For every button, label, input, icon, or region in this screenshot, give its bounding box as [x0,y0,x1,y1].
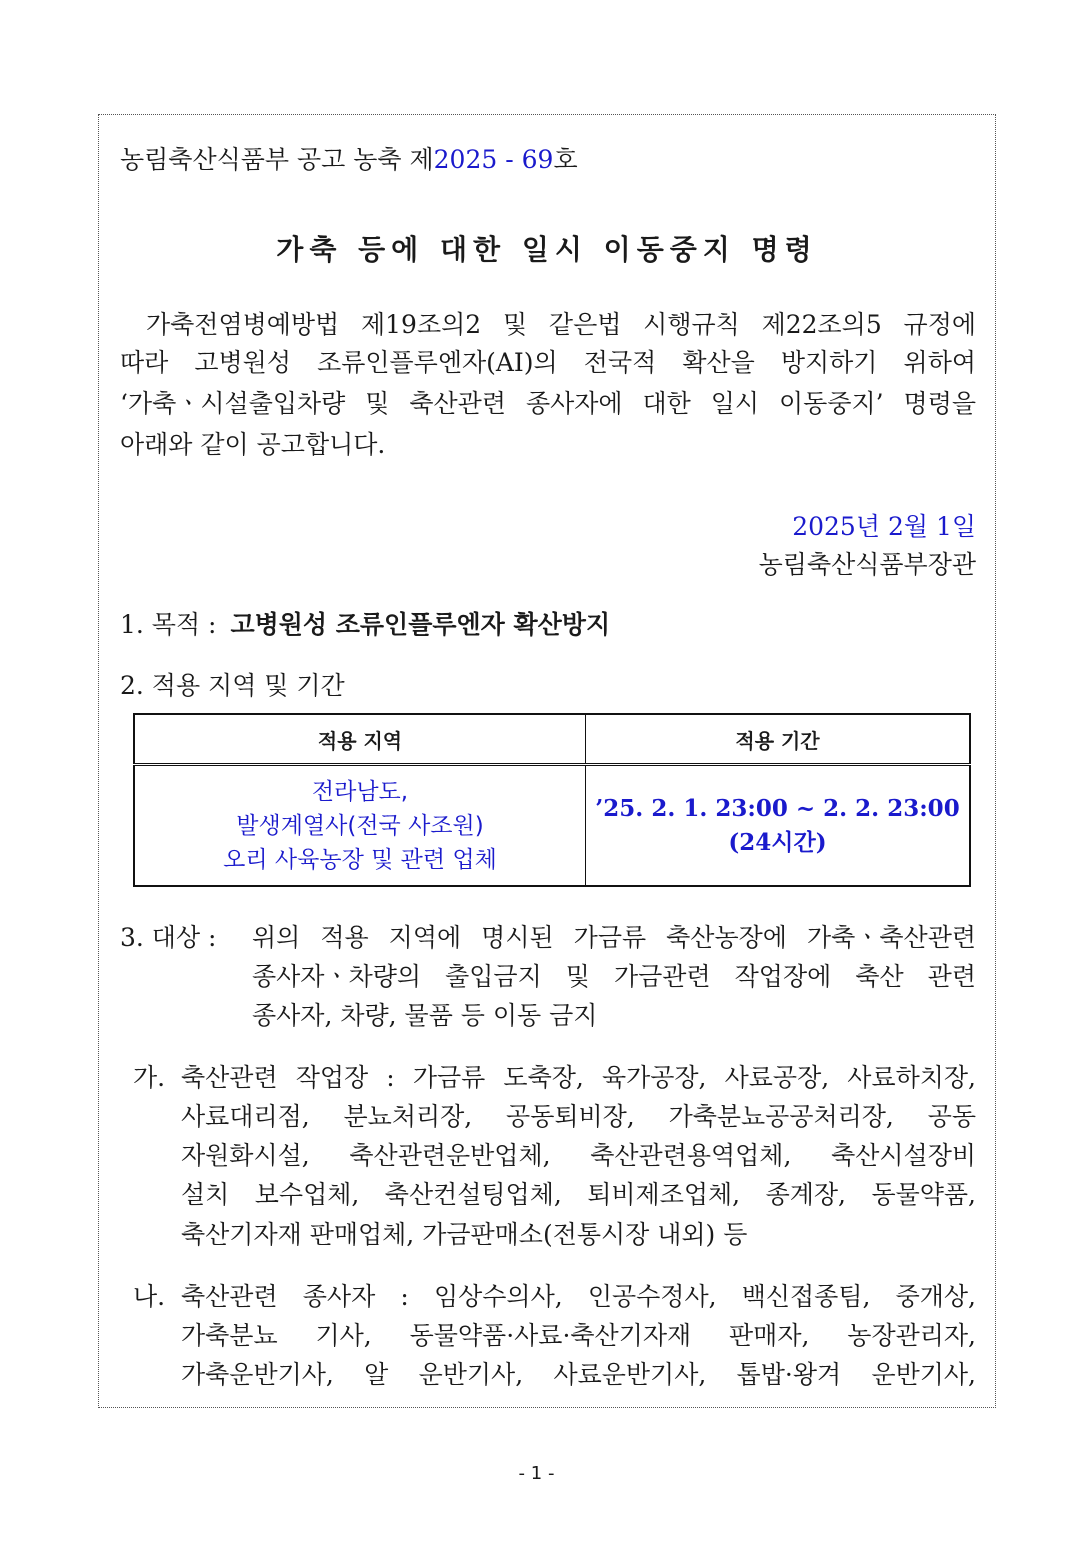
region-line-3: 오리 사육농장 및 관련 업체 [223,846,497,873]
table-header-period: 적용 기간 [586,714,971,765]
region-line-2: 발생계열사(전국 사조원) [236,812,484,839]
region-line-1: 전라남도, [311,778,409,805]
period-line-1: ’25. 2. 1. 23:00 ~ 2. 2. 23:00 [595,794,960,822]
section-purpose-label: 1. 목적 : [120,610,217,639]
issuer: 농림축산식품부장관 [758,550,976,579]
section-target-line-3: 종사자, 차량, 물품 등 이동 금지 [252,1001,598,1030]
notice-number-value: 2025 - 69 [433,145,554,174]
section-purpose [120,612,610,637]
page-number: - 1 - [518,1463,555,1484]
intro-line-3: ‘가축ㆍ시설출입차량 및 축산관련 종사자에 대한 일시 이동중지’ 명령을 [120,389,976,418]
notice-prefix: 농림축산식품부 공고 농축 제 [120,145,434,174]
table-cell-period [586,765,971,887]
announcement-date: 2025년 2월 1일 [792,512,976,541]
section-target-label: 3. 대상 : [120,923,217,952]
item-ga-line-4: 설치 보수업체, 축산컨설팅업체, 퇴비제조업체, 종계장, 동물약품, [181,1180,976,1209]
notice-number [120,147,578,172]
table-cell-region [134,765,586,887]
item-ga-line-5: 축산기자재 판매업체, 가금판매소(전통시장 내외) 등 [181,1220,748,1249]
item-ga-line-2: 사료대리점, 분뇨처리장, 공동퇴비장, 가축분뇨공공처리장, 공동 [181,1102,976,1131]
item-ga-line-1: 축산관련 작업장 : 가금류 도축장, 육가공장, 사료공장, 사료하치장, [181,1063,976,1092]
section-target-line-1: 위의 적용 지역에 명시된 가금류 축산농장에 가축ㆍ축산관련 [252,923,976,952]
item-na-label: 나. [133,1282,166,1311]
item-na-line-1: 축산관련 종사자 : 임상수의사, 인공수정사, 백신접종팀, 중개상, [181,1282,976,1311]
item-na-line-3: 가축운반기사, 알 운반기사, 사료운반기사, 톱밥·왕겨 운반기사, [181,1360,976,1389]
period-line-2: (24시간) [728,828,827,856]
intro-line-1: 가축전염병예방법 제19조의2 및 같은법 시행규칙 제22조의5 규정에 [146,310,976,339]
section-purpose-value: 고병원성 조류인플루엔자 확산방지 [230,610,611,639]
region-period-table [133,713,971,887]
intro-line-2: 따라 고병원성 조류인플루엔자(AI)의 전국적 확산을 방지하기 위하여 [120,348,976,377]
document-title: 가축 등에 대한 일시 이동중지 명령 [276,233,818,266]
item-ga-label: 가. [133,1063,166,1092]
section-region-period: 2. 적용 지역 및 기간 [120,671,345,700]
item-na-line-2: 가축분뇨 기사, 동물약품·사료·축산기자재 판매자, 농장관리자, [181,1321,976,1350]
item-ga-line-3: 자원화시설, 축산관련운반업체, 축산관련용역업체, 축산시설장비 [181,1141,976,1170]
notice-suffix: 호 [553,145,578,174]
section-target-line-2: 종사자ㆍ차량의 출입금지 및 가금관련 작업장에 축산 관련 [252,962,976,991]
table-header-region: 적용 지역 [134,714,586,765]
intro-line-4: 아래와 같이 공고합니다. [120,430,386,459]
